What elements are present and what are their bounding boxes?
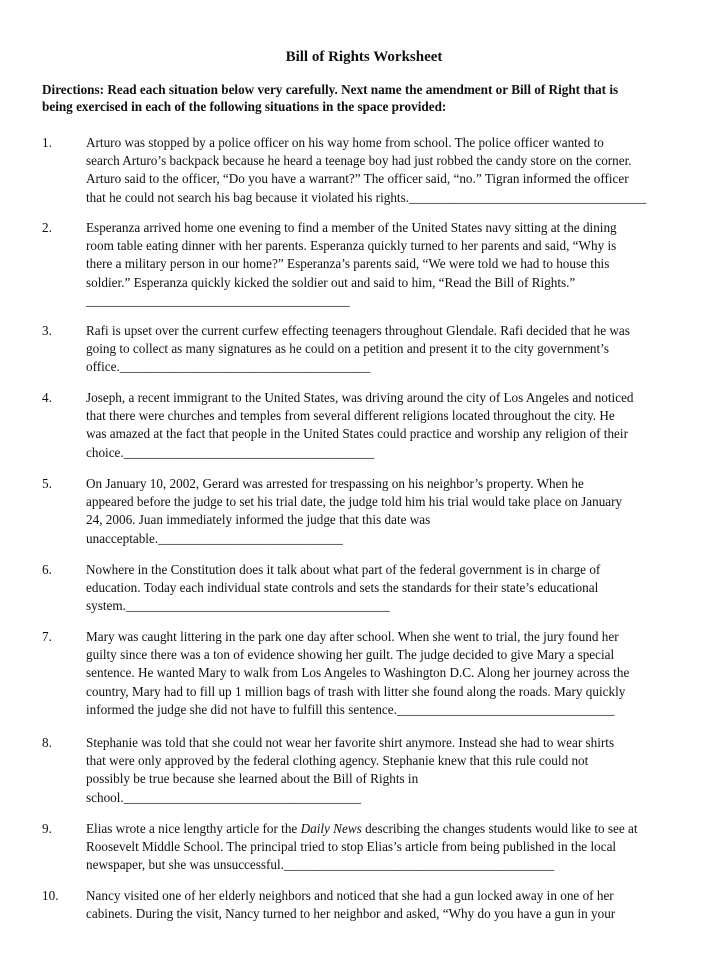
directions-line: being exercised in each of the following situations in the space provided: [42, 99, 447, 114]
question-line: soldier.” Esperanza quickly kicked the soldier out and said to him, “Read the Bill of Rights.” [86, 274, 576, 290]
question-item-5 [42, 475, 692, 548]
question-line: Arturo was stopped by a police officer on his way home from school. The police officer wanted to [86, 135, 604, 150]
question-line: was amazed at the fact that people in the United States could practice and worship any religion of their [86, 426, 628, 442]
question-line: that he could not search his bag because it violated his rights.____________________________________ [86, 189, 647, 205]
question-line: cabinets. During the visit, Nancy turned to her neighbor and asked, “Why do you have a gun in your [86, 906, 616, 922]
question-line: Rafi is upset over the current curfew effecting teenagers throughout Glendale. Rafi decided that he was [86, 323, 630, 338]
directions-line: Directions: Read each situation below very carefully. Next name the amendment or Bill of Right that is [42, 82, 619, 97]
question-line: appeared before the judge to set his trial date, the judge told him his trial would take place on January [86, 494, 623, 510]
question-line: unacceptable.____________________________ [86, 530, 343, 546]
question-text [86, 887, 690, 923]
question-item-1 [42, 134, 692, 207]
question-number: 1. [42, 135, 52, 150]
question-text [86, 475, 690, 548]
question-line: Joseph, a recent immigrant to the United States, was driving around the city of Los Angeles and noticed [86, 390, 634, 405]
question-line: Nancy visited one of her elderly neighbors and noticed that she had a gun locked away in one of her [86, 888, 614, 903]
question-number: 9. [42, 821, 52, 836]
worksheet-title: Bill of Rights Worksheet [285, 49, 443, 65]
question-line: office.______________________________________ [86, 359, 371, 375]
question-line: that were only approved by the federal clothing agency. Stephanie knew that this rule could not [86, 753, 589, 769]
question-line: choice.______________________________________ [86, 444, 375, 460]
question-text [86, 561, 690, 616]
question-line: that there were churches and temples from several different religions located throughout the city. He [86, 408, 615, 424]
question-line: newspaper, but she was unsuccessful._________________________________________ [86, 857, 555, 873]
question-line: school.____________________________________ [86, 789, 362, 805]
question-line: Nowhere in the Constitution does it talk about what part of the federal government is in charge of [86, 562, 601, 577]
question-item-8 [42, 734, 692, 807]
question-item-3 [42, 322, 692, 377]
question-line: sentence. He wanted Mary to walk from Los Angeles to Washington D.C. Along her journey across the [86, 665, 630, 681]
question-line: Arturo said to the officer, “Do you have a warrant?” The officer said, “no.” Tigran informed the officer [86, 171, 629, 187]
directions [42, 81, 692, 115]
question-number: 5. [42, 476, 52, 491]
question-line: Stephanie was told that she could not wear her favorite shirt anymore. Instead she had to wear shirts [86, 735, 615, 750]
question-number: 10. [42, 888, 59, 903]
question-line: Roosevelt Middle School. The principal tried to stop Elias’s article from being published in the local [86, 839, 617, 855]
question-number: 6. [42, 562, 52, 577]
question-line: room table eating dinner with her parents. Esperanza quickly turned to her parents and said, “Why is [86, 238, 617, 254]
question-line: informed the judge she did not have to fulfill this sentence._________________________________ [86, 701, 615, 717]
question-number: 2. [42, 220, 52, 235]
question-number: 3. [42, 323, 52, 338]
question-number: 7. [42, 629, 52, 644]
question-text [86, 389, 690, 462]
question-text [86, 734, 690, 807]
question-text [86, 628, 690, 719]
question-item-6 [42, 561, 692, 616]
question-line: Elias wrote a nice lengthy article for the Daily News describing the changes students would like to see at [86, 821, 638, 836]
question-line: ________________________________________ [86, 292, 350, 308]
question-line: Mary was caught littering in the park one day after school. When she went to trial, the jury found her [86, 629, 619, 644]
question-item-9 [42, 820, 692, 875]
question-text [86, 820, 690, 875]
question-line: search Arturo’s backpack because he heard a teenage boy had just robbed the candy store on the corner. [86, 153, 632, 169]
question-line: Esperanza arrived home one evening to find a member of the United States navy sitting at the dining [86, 220, 617, 235]
question-item-10 [42, 887, 692, 923]
question-line: country, Mary had to fill up 1 million bags of trash with litter she found along the roads. Mary quickly [86, 683, 626, 699]
question-line: education. Today each individual state controls and sets the standards for their state’s educational [86, 580, 599, 596]
question-number: 8. [42, 735, 52, 750]
question-line: 24, 2006. Juan immediately informed the judge that this date was [86, 512, 431, 528]
question-item-2 [42, 219, 692, 310]
question-item-4 [42, 389, 692, 462]
question-line: possibly be true because she learned about the Bill of Rights in [86, 771, 419, 787]
question-line: going to collect as many signatures as he could on a petition and present it to the city government’s [86, 341, 609, 357]
question-line: system.________________________________________ [86, 598, 390, 614]
question-number: 4. [42, 390, 52, 405]
question-item-7 [42, 628, 692, 719]
newspaper-name: Daily News [300, 821, 362, 836]
question-line: guilty since there was a ton of evidence showing her guilt. The judge decided to give Mary a special [86, 647, 615, 663]
question-line: there a military person in our home?” Esperanza’s parents said, “We were told we had to house this [86, 256, 610, 272]
question-line: On January 10, 2002, Gerard was arrested for trespassing on his neighbor’s property. When he [86, 476, 584, 491]
question-text [86, 134, 690, 207]
question-text [86, 322, 690, 377]
question-text [86, 219, 690, 310]
